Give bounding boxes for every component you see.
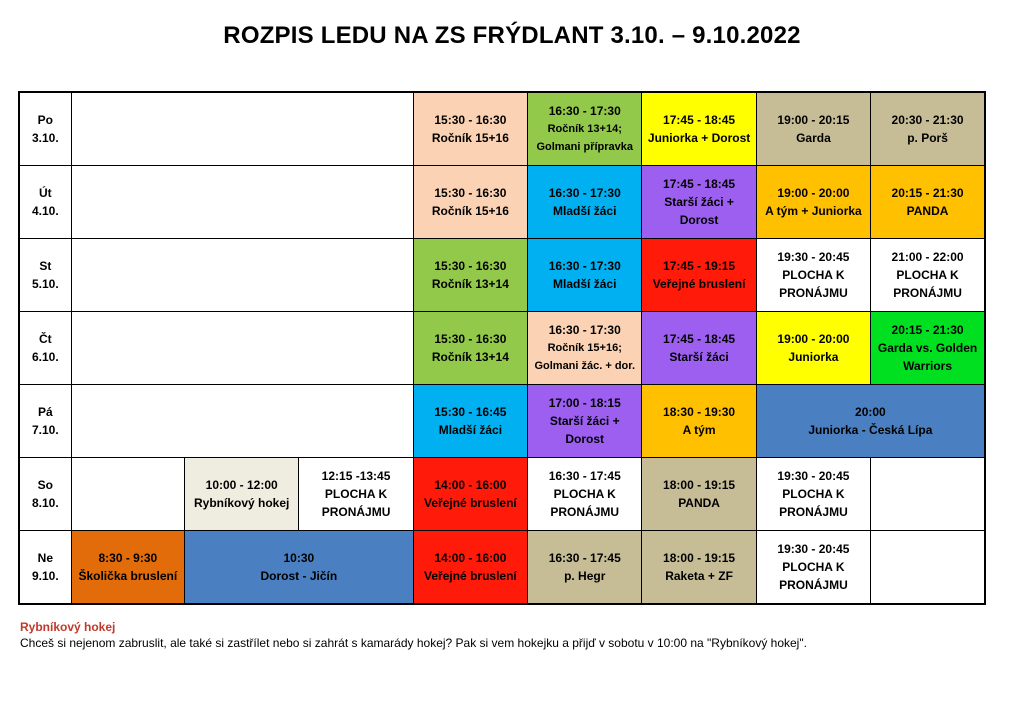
schedule-row — [19, 239, 985, 312]
slot-label: PLOCHA K — [896, 268, 959, 282]
schedule-row — [19, 385, 985, 458]
slot-time: 18:00 - 19:15 — [663, 551, 736, 565]
day-name: Ne — [37, 551, 53, 565]
slot-time: 16:30 - 17:45 — [548, 469, 621, 483]
time-slot — [756, 531, 870, 605]
time-slot — [756, 458, 870, 531]
slot-time: 15:30 - 16:30 — [434, 113, 507, 127]
slot-time: 19:00 - 20:00 — [777, 332, 850, 346]
empty-slot — [71, 166, 413, 239]
slot-label: Raketa + ZF — [665, 569, 733, 583]
day-date: 4.10. — [31, 204, 59, 218]
slot-time: 19:00 - 20:00 — [777, 186, 850, 200]
slot-time: 8:30 - 9:30 — [98, 551, 158, 565]
slot-label: Starší žáci + Dorost — [549, 414, 620, 446]
slot-time: 16:30 - 17:30 — [548, 104, 621, 118]
time-slot — [413, 239, 527, 312]
time-slot — [871, 239, 985, 312]
slot-label: Veřejné bruslení — [424, 496, 517, 510]
empty-slot — [71, 239, 413, 312]
day-cell — [19, 239, 71, 312]
day-name: Út — [38, 186, 52, 200]
day-date: 3.10. — [31, 131, 59, 145]
slot-time: 19:30 - 20:45 — [777, 542, 850, 556]
slot-time: 15:30 - 16:45 — [434, 405, 507, 419]
time-slot — [528, 458, 642, 531]
time-slot — [413, 458, 527, 531]
slot-label: Mladší žáci — [438, 423, 503, 437]
empty-slot — [71, 458, 184, 531]
slot-label: Golmani žác. + dor. — [534, 360, 636, 372]
time-slot — [642, 312, 756, 385]
slot-time: 21:00 - 22:00 — [891, 250, 964, 264]
slot-label: Ročník 15+16 — [431, 131, 509, 145]
slot-label: Garda vs. Golden — [877, 341, 978, 355]
slot-label: PLOCHA K — [782, 487, 845, 501]
day-cell — [19, 312, 71, 385]
slot-label: Dorost - Jičín — [260, 569, 338, 583]
slot-time: 17:45 - 18:45 — [663, 177, 736, 191]
slot-label: PLOCHA K — [553, 487, 616, 501]
slot-time: 15:30 - 16:30 — [434, 186, 507, 200]
slot-time: 18:30 - 19:30 — [663, 405, 736, 419]
time-slot — [871, 92, 985, 166]
slot-label: PRONÁJMU — [893, 286, 962, 300]
day-date: 5.10. — [31, 277, 59, 291]
slot-time: 17:45 - 19:15 — [663, 259, 736, 273]
time-slot — [642, 385, 756, 458]
time-slot — [413, 92, 527, 166]
time-slot — [528, 239, 642, 312]
time-slot — [642, 166, 756, 239]
slot-time: 16:30 - 17:45 — [548, 551, 621, 565]
time-slot — [528, 166, 642, 239]
slot-time: 20:00 — [855, 405, 886, 419]
slot-time: 14:00 - 16:00 — [434, 478, 507, 492]
time-slot — [413, 531, 527, 605]
slot-label: Ročník 13+14 — [431, 350, 509, 364]
slot-label: PRONÁJMU — [779, 286, 848, 300]
slot-label: A tým + Juniorka — [765, 204, 862, 218]
time-slot — [185, 458, 299, 531]
slot-time: 10:30 — [283, 551, 315, 565]
time-slot — [528, 385, 642, 458]
slot-label: Juniorka - Česká Lípa — [808, 423, 933, 437]
empty-slot — [71, 312, 413, 385]
empty-slot — [71, 92, 413, 166]
slot-label: Garda — [796, 131, 831, 145]
slot-label: Rybníkový hokej — [193, 496, 290, 510]
day-date: 6.10. — [31, 350, 59, 364]
schedule-row — [19, 531, 985, 605]
time-slot — [871, 166, 985, 239]
slot-label: Mladší žáci — [553, 277, 617, 291]
slot-time: 16:30 - 17:30 — [548, 259, 621, 273]
page-title: ROZPIS LEDU NA ZS FRÝDLANT 3.10. – 9.10.2022 — [223, 22, 801, 49]
slot-label: Ročník 15+16 — [431, 204, 509, 218]
slot-time: 18:00 - 19:15 — [663, 478, 736, 492]
time-slot — [413, 312, 527, 385]
day-name: So — [37, 478, 53, 492]
day-date: 8.10. — [31, 496, 59, 510]
slot-time: 19:00 - 20:15 — [777, 113, 850, 127]
slot-time: 19:30 - 20:45 — [777, 469, 850, 483]
slot-label: Starší žáci — [669, 350, 729, 364]
slot-label: p. Porš — [907, 131, 948, 145]
slot-time: 17:45 - 18:45 — [663, 113, 736, 127]
slot-time: 17:00 - 18:15 — [548, 396, 621, 410]
slot-time: 20:15 - 21:30 — [891, 323, 964, 337]
day-cell — [19, 166, 71, 239]
slot-label: Juniorka — [788, 350, 839, 364]
slot-label: p. Hegr — [564, 569, 606, 583]
slot-label: Ročník 15+16; — [547, 342, 622, 354]
slot-label: PRONÁJMU — [779, 505, 848, 519]
slot-label: PANDA — [906, 204, 949, 218]
day-cell — [19, 92, 71, 166]
slot-label: Warriors — [903, 359, 952, 373]
footnote-title: Rybníkový hokej — [20, 620, 116, 634]
time-slot — [756, 92, 870, 166]
slot-label: Veřejné bruslení — [424, 569, 517, 583]
day-name: Pá — [37, 405, 53, 419]
footnote — [20, 620, 807, 650]
time-slot — [528, 531, 642, 605]
footnote-text: Chceš si nejenom zabruslit, ale také si zastřílet nebo si zahrát s kamarády hokej? Pak si vem hokejku a přijď v sobotu v 10:00 na "Rybníkový hokej". — [20, 636, 807, 650]
slot-label: Školička bruslení — [78, 569, 178, 583]
schedule-table — [18, 91, 986, 605]
schedule-row — [19, 92, 985, 166]
day-cell — [19, 531, 71, 605]
slot-label: PRONÁJMU — [321, 505, 391, 519]
schedule-row — [19, 166, 985, 239]
time-slot — [756, 166, 870, 239]
time-slot — [528, 312, 642, 385]
slot-label: PRONÁJMU — [550, 505, 620, 519]
day-cell — [19, 458, 71, 531]
slot-label: Golmani přípravka — [536, 141, 634, 153]
slot-label: Mladší žáci — [553, 204, 617, 218]
slot-time: 12:15 -13:45 — [321, 469, 391, 483]
slot-time: 10:00 - 12:00 — [205, 478, 278, 492]
time-slot — [299, 458, 413, 531]
day-cell — [19, 385, 71, 458]
empty-slot — [871, 458, 985, 531]
time-slot — [413, 385, 527, 458]
time-slot — [642, 458, 756, 531]
day-date: 7.10. — [31, 423, 59, 437]
slot-label: PLOCHA K — [324, 487, 388, 501]
time-slot — [642, 92, 756, 166]
time-slot — [871, 312, 985, 385]
time-slot — [642, 531, 756, 605]
slot-label: PLOCHA K — [782, 268, 845, 282]
slot-label: A tým — [682, 423, 716, 437]
day-name: St — [39, 259, 52, 273]
time-slot — [756, 239, 870, 312]
slot-time: 16:30 - 17:30 — [548, 186, 621, 200]
time-slot — [756, 312, 870, 385]
slot-time: 20:30 - 21:30 — [891, 113, 964, 127]
day-name: Po — [37, 113, 53, 127]
slot-time: 20:15 - 21:30 — [891, 186, 964, 200]
slot-label: PANDA — [678, 496, 720, 510]
time-slot — [528, 92, 642, 166]
slot-label: Ročník 13+14 — [431, 277, 509, 291]
slot-time: 19:30 - 20:45 — [777, 250, 850, 264]
schedule-row — [19, 312, 985, 385]
schedule-body — [19, 92, 985, 604]
slot-label: Juniorka + Dorost — [647, 131, 751, 145]
slot-label: Ročník 13+14; — [547, 123, 622, 135]
time-slot — [642, 239, 756, 312]
slot-time: 17:45 - 18:45 — [663, 332, 736, 346]
slot-label: PLOCHA K — [782, 560, 845, 574]
time-slot — [185, 531, 414, 605]
time-slot — [71, 531, 184, 605]
schedule-row — [19, 458, 985, 531]
empty-slot — [871, 531, 985, 605]
slot-time: 14:00 - 16:00 — [434, 551, 507, 565]
time-slot — [413, 166, 527, 239]
slot-time: 16:30 - 17:30 — [548, 323, 621, 337]
empty-slot — [71, 385, 413, 458]
slot-label: Veřejné bruslení — [652, 277, 746, 291]
slot-time: 15:30 - 16:30 — [434, 332, 507, 346]
slot-label: Starší žáci + Dorost — [664, 195, 734, 227]
day-date: 9.10. — [31, 569, 59, 583]
slot-label: PRONÁJMU — [779, 578, 848, 592]
time-slot — [756, 385, 985, 458]
slot-time: 15:30 - 16:30 — [434, 259, 507, 273]
day-name: Čt — [38, 332, 52, 346]
